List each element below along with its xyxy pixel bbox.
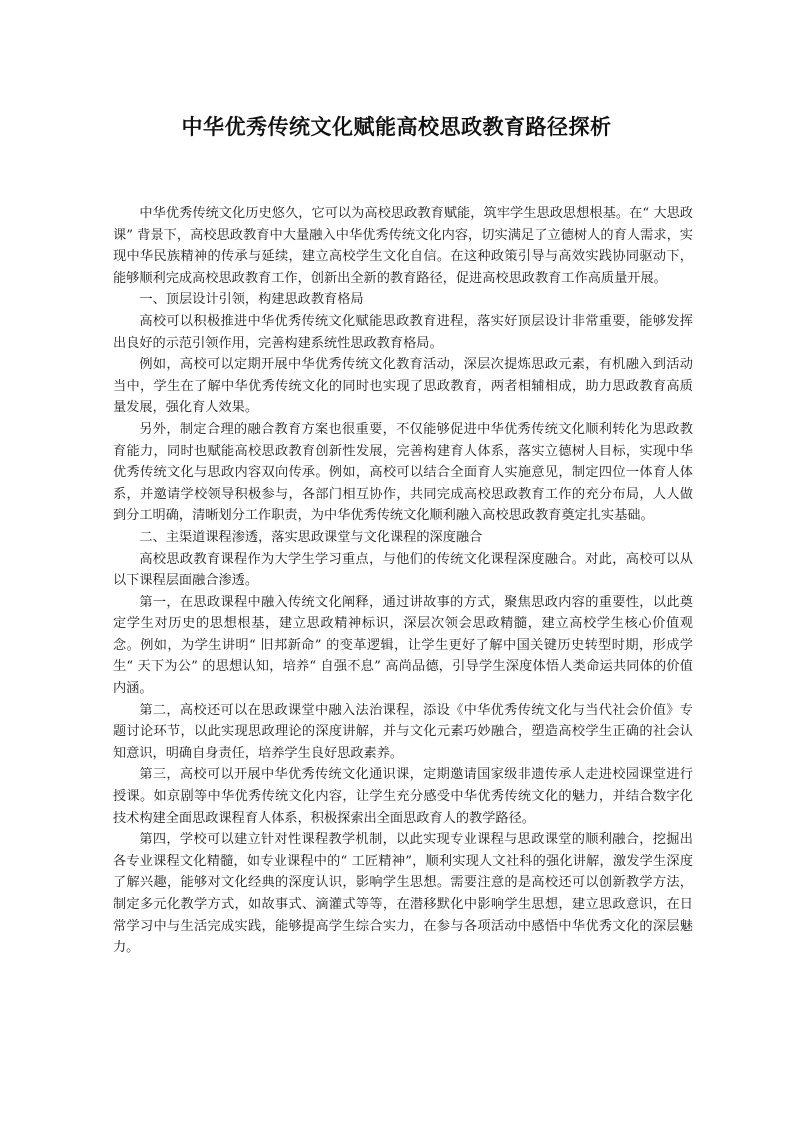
intro-paragraph: 中华优秀传统文化历史悠久，它可以为高校思政教育赋能，筑牢学生思政思想根基。在“ 大思政课” 背景下，高校思政教育中大量融入中华优秀传统文化内容，切实满足了立德树人的育人需求，实现中华民族精神的传承与延续，建立高校学生文化自信。在这种政策引导与高效实践协同驱动下，能够顺利完成高校思政教育工作，创新出全新的教育路径，促进高校思政教育工作高质量开展。 [113,206,693,286]
document-title: 中华优秀传统文化赋能高校思政教育路径探析 [181,114,612,139]
document-body [113,203,693,959]
section-heading-2: 二、主渠道课程渗透，落实思政课堂与文化课程的深度融合 [139,529,483,545]
body-paragraph: 高校思政教育课程作为大学生学习重点，与他们的传统文化课程深度融合。对此，高校可以从以下课程层面融合渗透。 [113,551,693,589]
body-paragraph: 第四，学校可以建立针对性课程教学机制，以此实现专业课程与思政课堂的顺利融合，挖掘出各专业课程文化精髓，如专业课程中的“ 工匠精神”，顺利实现人文社科的强化讲解，激发学生深度了解兴趣，能够对文化经典的深度认识，影响学生思想。需要注意的是高校还可以创新教学方法，制定多元化教学方式，如故事式、滴灌式等等，在潜移默化中影响学生思想，建立思政意识，在日常学习中与生活完成实践，能够提高学生综合实力，在参与各项活动中感悟中华优秀文化的深层魅力。 [113,832,693,956]
body-paragraph: 第二，高校还可以在思政课堂中融入法治课程，添设《中华优秀传统文化与当代社会价值》专题讨论环节，以此实现思政理论的深度讲解，并与文化元素巧妙融合，塑造高校学生正确的社会认知意识，明确自身责任，培养学生良好思政素养。 [113,702,693,761]
body-paragraph: 第一，在思政课程中融入传统文化阐释，通过讲故事的方式，聚焦思政内容的重要性，以此奠定学生对历史的思想根基，建立思政精神标识，深层次领会思政精髓，建立高校学生核心价值观念。例如，为学生讲明“ 旧邦新命” 的变革逻辑，让学生更好了解中国关键历史转型时期，形成学生“ 天下为公” 的思想认知，培养“ 自强不息” 高尚品德，引导学生深度体悟人类命运共同体的价值内涵。 [113,594,693,697]
section-heading-1: 一、顶层设计引领，构建思政教育格局 [139,292,364,308]
body-paragraph: 第三，高校可以开展中华优秀传统文化通识课，定期邀请国家级非遗传承人走进校园课堂进行授课。如京剧等中华优秀传统文化内容，让学生充分感受中华优秀传统文化的魅力，并结合数字化技术构建全面思政课程育人体系，积极探索出全面思政育人的教学路径。 [113,767,693,826]
body-paragraph: 例如，高校可以定期开展中华优秀传统文化教育活动，深层次提炼思政元素，有机融入到活动当中，学生在了解中华优秀传统文化的同时也实现了思政教育，两者相辅相成，助力思政教育高质量发展，强化育人效果。 [113,357,693,416]
body-paragraph: 高校可以积极推进中华优秀传统文化赋能思政教育进程，落实好顶层设计非常重要，能够发挥出良好的示范引领作用，完善构建系统性思政教育格局。 [113,313,693,351]
body-paragraph: 另外，制定合理的融合教育方案也很重要，不仅能够促进中华优秀传统文化顺利转化为思政教育能力，同时也赋能高校思政教育创新性发展，完善构建育人体系，落实立德树人目标，实现中华优秀传统文化与思政内容双向传承。例如，高校可以结合全面育人实施意见，制定四位一体育人体系，并邀请学校领导积极参与，各部门相互协作，共同完成高校思政教育工作的充分布局，人人做到分工明确，清晰划分工作职责，为中华优秀传统文化顺利融入高校思政教育奠定扎实基础。 [113,421,693,524]
